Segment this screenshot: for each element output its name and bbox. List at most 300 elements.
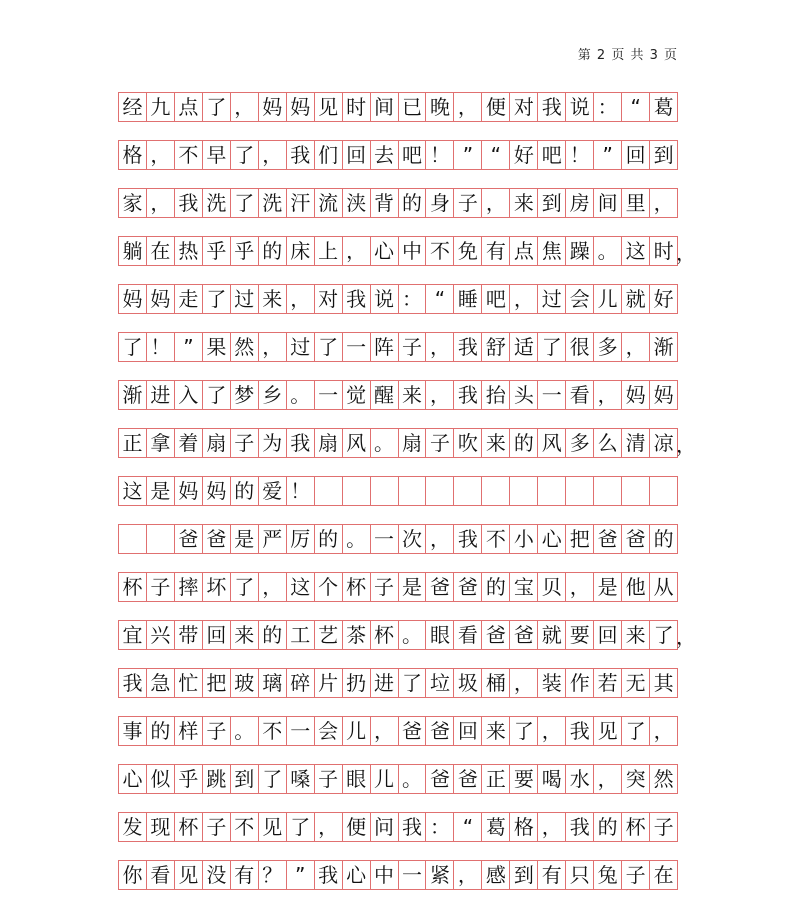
grid-cell: 心 [371, 237, 399, 265]
grid-cell: 心 [343, 861, 371, 889]
grid-cell: 现 [147, 813, 175, 841]
grid-cell: 一 [343, 333, 371, 361]
grid-cell: 不 [482, 525, 510, 553]
grid-cell: 的 [594, 813, 622, 841]
grid-cell: 扇 [315, 429, 343, 457]
grid-cell: 九 [147, 93, 175, 121]
grid-cell: 没 [203, 861, 231, 889]
grid-cell: ， [259, 141, 287, 169]
grid-cell: 爸 [622, 525, 650, 553]
grid-cell [399, 477, 427, 505]
grid-cell: ” [454, 141, 482, 169]
grid-cell: 心 [538, 525, 566, 553]
grid-cell [566, 477, 594, 505]
grid-cell: 对 [510, 93, 538, 121]
grid-cell: 有 [538, 861, 566, 889]
grid-cell: 好 [650, 285, 678, 313]
grid-cell: 来 [510, 189, 538, 217]
grid-cell: 了 [203, 285, 231, 313]
grid-cell: 杯 [622, 813, 650, 841]
grid-cell: 了 [119, 333, 147, 361]
grid-cell: 若 [594, 669, 622, 697]
grid-cell: 贝 [538, 573, 566, 601]
grid-cell: 来 [259, 285, 287, 313]
grid-cell: 了 [622, 717, 650, 745]
grid-cell: 紧 [426, 861, 454, 889]
grid-cell: 的 [259, 237, 287, 265]
grid-cell: 果 [203, 333, 231, 361]
grid-cell: 子 [426, 429, 454, 457]
grid-cell: 宝 [510, 573, 538, 601]
grid-cell: 多 [566, 429, 594, 457]
grid-cell: 爸 [454, 765, 482, 793]
grid-cell: 事 [119, 717, 147, 745]
grid-cell: 一 [371, 525, 399, 553]
grid-cell: 扇 [203, 429, 231, 457]
grid-cell: 着 [175, 429, 203, 457]
grid-cell: 躺 [119, 237, 147, 265]
grid-cell: 了 [315, 333, 343, 361]
grid-cell: 严 [259, 525, 287, 553]
grid-cell: 妈 [622, 381, 650, 409]
grid-cell: 晚 [426, 93, 454, 121]
grid-cell: ！ [426, 141, 454, 169]
grid-cell: 这 [622, 237, 650, 265]
grid-cell: 艺 [315, 621, 343, 649]
grid-cell: 点 [175, 93, 203, 121]
grid-cell: ， [454, 861, 482, 889]
grid-cell [371, 477, 399, 505]
grid-cell: 身 [426, 189, 454, 217]
grid-cell: 妈 [119, 285, 147, 313]
grid-cell: 吹 [454, 429, 482, 457]
grid-row [118, 764, 678, 794]
grid-cell: 不 [175, 141, 203, 169]
grid-cell: ： [594, 93, 622, 121]
grid-cell: ， [426, 333, 454, 361]
grid-cell: 回 [343, 141, 371, 169]
grid-cell: 的 [482, 573, 510, 601]
grid-cell: 见 [315, 93, 343, 121]
grid-cell: 躁 [566, 237, 594, 265]
grid-cell: 头 [510, 381, 538, 409]
grid-cell: 在 [650, 861, 678, 889]
grid-cell: 回 [454, 717, 482, 745]
grid-cell: 就 [622, 285, 650, 313]
grid-cell: 房 [566, 189, 594, 217]
grid-cell: 我 [315, 861, 343, 889]
grid-cell: 要 [566, 621, 594, 649]
grid-cell: 要 [510, 765, 538, 793]
grid-cell: 舒 [482, 333, 510, 361]
grid-cell: 免 [454, 237, 482, 265]
grid-cell: 兔 [594, 861, 622, 889]
grid-cell: 嗓 [287, 765, 315, 793]
grid-cell: 我 [119, 669, 147, 697]
grid-cell: 然 [650, 765, 678, 793]
grid-cell: 了 [231, 141, 259, 169]
grid-cell: 妈 [203, 477, 231, 505]
grid-cell: 眼 [426, 621, 454, 649]
grid-cell: 兴 [147, 621, 175, 649]
grid-cell: 清 [622, 429, 650, 457]
grid-cell: ， [426, 525, 454, 553]
grid-cell [622, 477, 650, 505]
grid-cell: 我 [454, 333, 482, 361]
grid-row [118, 188, 678, 218]
grid-cell: 热 [175, 237, 203, 265]
grid-cell: 是 [147, 477, 175, 505]
grid-cell: 工 [287, 621, 315, 649]
grid-cell: 的 [259, 621, 287, 649]
grid-cell: 圾 [454, 669, 482, 697]
grid-cell: 会 [566, 285, 594, 313]
grid-cell: 流 [315, 189, 343, 217]
grid-cell: 点 [510, 237, 538, 265]
grid-cell: ， [510, 669, 538, 697]
grid-cell: ， [622, 333, 650, 361]
grid-cell: 了 [287, 813, 315, 841]
grid-cell: 爸 [203, 525, 231, 553]
grid-cell: 乡 [259, 381, 287, 409]
grid-cell: ： [426, 813, 454, 841]
grid-cell: 回 [203, 621, 231, 649]
page-indicator: 第 2 页 共 3 页 [577, 48, 678, 63]
grid-cell: 洗 [203, 189, 231, 217]
grid-cell: 心 [119, 765, 147, 793]
grid-cell: 醒 [371, 381, 399, 409]
grid-cell: “ [426, 285, 454, 313]
grid-cell: 吧 [399, 141, 427, 169]
grid-cell: 儿 [343, 717, 371, 745]
grid-cell: 子 [454, 189, 482, 217]
grid-cell: 了 [231, 189, 259, 217]
grid-cell: 看 [147, 861, 175, 889]
grid-row [118, 524, 678, 554]
grid-cell: 床 [287, 237, 315, 265]
grid-cell: 我 [454, 381, 482, 409]
grid-cell: 了 [259, 765, 287, 793]
grid-cell: 似 [147, 765, 175, 793]
grid-row [118, 812, 678, 842]
grid-cell: 背 [371, 189, 399, 217]
grid-cell: 爱 [259, 477, 287, 505]
grid-cell: ， [594, 381, 622, 409]
grid-cell: 便 [343, 813, 371, 841]
grid-cell: ， [454, 93, 482, 121]
grid-cell: 妈 [147, 285, 175, 313]
grid-cell: ！ [147, 333, 175, 361]
grid-cell: ， [538, 813, 566, 841]
grid-cell: 葛 [482, 813, 510, 841]
grid-cell: 。 [371, 429, 399, 457]
grid-cell: 看 [454, 621, 482, 649]
grid-cell: ？ [259, 861, 287, 889]
grid-cell: 有 [231, 861, 259, 889]
grid-cell: 见 [259, 813, 287, 841]
grid-cell: ， [259, 333, 287, 361]
grid-cell: 从 [650, 573, 678, 601]
grid-cell: 子 [231, 429, 259, 457]
grid-cell: 不 [259, 717, 287, 745]
grid-cell: 爸 [426, 765, 454, 793]
grid-cell: 经 [119, 93, 147, 121]
grid-cell: 里 [622, 189, 650, 217]
grid-cell: 拿 [147, 429, 175, 457]
grid-cell: ， [147, 141, 175, 169]
grid-cell: 葛 [650, 93, 678, 121]
grid-cell: 是 [399, 573, 427, 601]
grid-cell: 上 [315, 237, 343, 265]
grid-cell [538, 477, 566, 505]
grid-cell: 进 [371, 669, 399, 697]
grid-cell: 璃 [259, 669, 287, 697]
grid-cell: 妈 [650, 381, 678, 409]
grid-cell: ， [259, 573, 287, 601]
overflow-punctuation: ， [676, 240, 696, 265]
grid-row [118, 668, 678, 698]
grid-cell: 厉 [287, 525, 315, 553]
grid-cell: 说 [371, 285, 399, 313]
grid-cell: 爸 [175, 525, 203, 553]
grid-cell: ” [175, 333, 203, 361]
grid-cell: 你 [119, 861, 147, 889]
grid-cell: ， [594, 765, 622, 793]
grid-cell: 是 [231, 525, 259, 553]
grid-row [118, 332, 678, 362]
grid-cell: 样 [175, 717, 203, 745]
grid-cell: 我 [566, 717, 594, 745]
grid-cell: 把 [566, 525, 594, 553]
grid-cell: 突 [622, 765, 650, 793]
grid-cell: 不 [231, 813, 259, 841]
grid-cell: 其 [650, 669, 678, 697]
grid-row [118, 92, 678, 122]
grid-cell: 。 [594, 237, 622, 265]
grid-cell: 说 [566, 93, 594, 121]
grid-cell: 的 [147, 717, 175, 745]
grid-cell: 的 [510, 429, 538, 457]
overflow-punctuation: ， [676, 624, 696, 649]
grid-cell: 焦 [538, 237, 566, 265]
grid-cell: 入 [175, 381, 203, 409]
grid-cell: 到 [510, 861, 538, 889]
grid-cell: 喝 [538, 765, 566, 793]
grid-cell: 去 [371, 141, 399, 169]
grid-cell: 乎 [203, 237, 231, 265]
grid-cell: 早 [203, 141, 231, 169]
grid-cell: 问 [371, 813, 399, 841]
grid-cell: 一 [287, 717, 315, 745]
grid-cell [482, 477, 510, 505]
grid-cell: 子 [622, 861, 650, 889]
grid-cell: 来 [231, 621, 259, 649]
grid-cell: 我 [287, 429, 315, 457]
grid-cell: 对 [315, 285, 343, 313]
grid-cell: 然 [231, 333, 259, 361]
grid-cell: 爸 [399, 717, 427, 745]
grid-cell: 格 [119, 141, 147, 169]
grid-cell: 妈 [175, 477, 203, 505]
grid-cell: 子 [315, 765, 343, 793]
grid-cell [454, 477, 482, 505]
grid-cell: 次 [399, 525, 427, 553]
grid-cell: 的 [231, 477, 259, 505]
grid-cell: 把 [203, 669, 231, 697]
grid-cell: 摔 [175, 573, 203, 601]
grid-cell: 急 [147, 669, 175, 697]
grid-cell: 子 [399, 333, 427, 361]
grid-cell: ， [426, 381, 454, 409]
grid-cell: 不 [426, 237, 454, 265]
grid-cell: 过 [231, 285, 259, 313]
grid-cell: 装 [538, 669, 566, 697]
grid-cell: 吧 [538, 141, 566, 169]
grid-cell: 有 [482, 237, 510, 265]
grid-row [118, 572, 678, 602]
grid-cell: 茶 [343, 621, 371, 649]
grid-cell: 进 [147, 381, 175, 409]
grid-cell: 。 [287, 381, 315, 409]
grid-cell: 乎 [231, 237, 259, 265]
grid-cell: 阵 [371, 333, 399, 361]
grid-cell: 看 [566, 381, 594, 409]
grid-cell: 抬 [482, 381, 510, 409]
grid-cell: 碎 [287, 669, 315, 697]
grid-cell: 中 [399, 237, 427, 265]
grid-cell: ” [594, 141, 622, 169]
grid-row [118, 620, 696, 650]
grid-cell: 子 [147, 573, 175, 601]
grid-cell: ， [566, 573, 594, 601]
grid-cell: 乎 [175, 765, 203, 793]
grid-cell: 洗 [259, 189, 287, 217]
grid-cell: 这 [287, 573, 315, 601]
grid-cell: 感 [482, 861, 510, 889]
grid-cell: ！ [287, 477, 315, 505]
grid-cell: 桶 [482, 669, 510, 697]
grid-cell: “ [622, 93, 650, 121]
grid-cell: 一 [315, 381, 343, 409]
grid-cell: 我 [566, 813, 594, 841]
grid-cell [650, 477, 678, 505]
grid-cell: 就 [538, 621, 566, 649]
grid-cell: ， [650, 717, 678, 745]
grid-cell: 时 [343, 93, 371, 121]
grid-cell: 凉 [650, 429, 678, 457]
grid-cell: ， [287, 285, 315, 313]
grid-cell: 时 [650, 237, 678, 265]
grid-cell: 中 [371, 861, 399, 889]
grid-cell: 发 [119, 813, 147, 841]
grid-row [118, 428, 696, 458]
grid-cell [119, 525, 147, 553]
grid-cell: 杯 [343, 573, 371, 601]
grid-cell: 玻 [231, 669, 259, 697]
grid-cell: 垃 [426, 669, 454, 697]
grid-cell: 无 [622, 669, 650, 697]
grid-cell: 到 [650, 141, 678, 169]
grid-cell: 爸 [594, 525, 622, 553]
grid-cell: 风 [343, 429, 371, 457]
grid-cell: 爸 [426, 573, 454, 601]
grid-cell: 子 [650, 813, 678, 841]
grid-cell: 在 [147, 237, 175, 265]
grid-cell: 正 [482, 765, 510, 793]
grid-cell: 回 [594, 621, 622, 649]
grid-cell: 觉 [343, 381, 371, 409]
grid-cell: 汗 [287, 189, 315, 217]
grid-cell: 片 [315, 669, 343, 697]
grid-cell: 作 [566, 669, 594, 697]
grid-cell: 妈 [259, 93, 287, 121]
grid-cell: 吧 [482, 285, 510, 313]
grid-cell: 了 [399, 669, 427, 697]
grid-cell: ， [482, 189, 510, 217]
grid-cell: 么 [594, 429, 622, 457]
grid-cell: 见 [175, 861, 203, 889]
grid-cell: 了 [650, 621, 678, 649]
grid-cell: 了 [203, 381, 231, 409]
grid-cell: 的 [650, 525, 678, 553]
overflow-punctuation: ， [676, 432, 696, 457]
grid-cell: 多 [594, 333, 622, 361]
grid-cell: 见 [594, 717, 622, 745]
grid-cell: ” [287, 861, 315, 889]
grid-cell [510, 477, 538, 505]
grid-cell: 妈 [287, 93, 315, 121]
grid-cell: 小 [510, 525, 538, 553]
grid-cell: 个 [315, 573, 343, 601]
grid-cell: 的 [399, 189, 427, 217]
grid-cell: 睡 [454, 285, 482, 313]
grid-cell: 了 [510, 717, 538, 745]
grid-cell: 来 [482, 429, 510, 457]
grid-cell: 来 [482, 717, 510, 745]
grid-cell: 宜 [119, 621, 147, 649]
grid-cell: 。 [399, 765, 427, 793]
writing-grid [118, 92, 696, 908]
grid-cell: 子 [203, 717, 231, 745]
grid-cell: 了 [231, 573, 259, 601]
grid-cell: 忙 [175, 669, 203, 697]
grid-cell: ， [538, 717, 566, 745]
grid-row [118, 716, 678, 746]
grid-cell: 这 [119, 477, 147, 505]
grid-cell: 眼 [343, 765, 371, 793]
grid-cell: 渐 [650, 333, 678, 361]
grid-row [118, 380, 678, 410]
grid-cell: 已 [399, 93, 427, 121]
grid-cell: 风 [538, 429, 566, 457]
grid-cell: ， [510, 285, 538, 313]
grid-cell: 爸 [482, 621, 510, 649]
grid-cell: 很 [566, 333, 594, 361]
grid-row [118, 140, 678, 170]
grid-cell: ， [147, 189, 175, 217]
grid-cell: ： [399, 285, 427, 313]
grid-cell: 爸 [510, 621, 538, 649]
grid-cell: 适 [510, 333, 538, 361]
grid-cell: 只 [566, 861, 594, 889]
grid-cell: 的 [315, 525, 343, 553]
grid-cell: “ [482, 141, 510, 169]
grid-cell: 到 [231, 765, 259, 793]
grid-cell: 一 [538, 381, 566, 409]
grid-cell: ！ [566, 141, 594, 169]
grid-cell: 儿 [371, 765, 399, 793]
grid-cell: 渐 [119, 381, 147, 409]
